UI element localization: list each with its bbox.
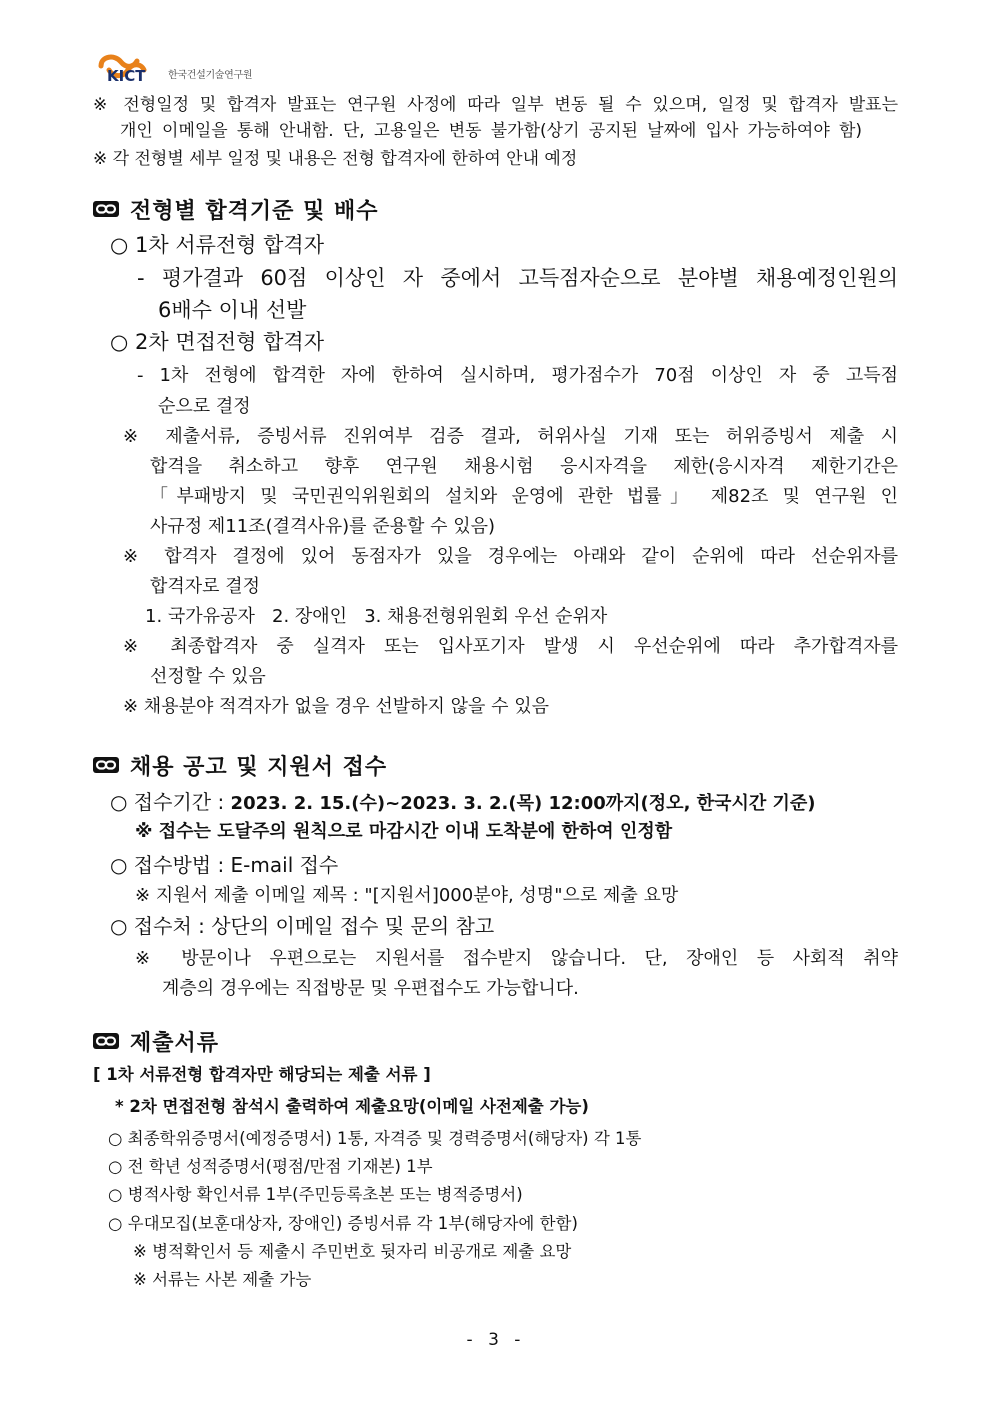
- section-heading: [92, 192, 379, 226]
- list-item: ○ 2차 면접전형 합격자: [110, 330, 324, 354]
- list-item: ※ 방문이나 우편으로는 지원서를 접수받지 않습니다. 단, 장애인 등 사회적 취약: [135, 948, 898, 969]
- list-item: 「부패방지 및 국민권익위원회의 설치와 운영에 관한 법률」 제82조 및 연구원 인: [150, 486, 898, 507]
- list-item: ○ 최종학위증명서(예정증명서) 1통, 자격증 및 경력증명서(해당자) 각 1통: [108, 1129, 642, 1148]
- documents-note: * 2차 면접전형 참석시 출력하여 제출요망(이메일 사전제출 가능): [115, 1097, 589, 1116]
- list-item: ※ 서류는 사본 제출 가능: [133, 1270, 312, 1289]
- list-item: 합격자로 결정: [150, 576, 261, 597]
- section-title: 제출서류: [130, 1030, 220, 1056]
- note-line: ※ 각 전형별 세부 일정 및 내용은 전형 합격자에 한하여 안내 예정: [93, 149, 578, 169]
- list-item: 합격을 취소하고 향후 연구원 채용시험 응시자격을 제한(응시자격 제한기간은: [150, 456, 898, 477]
- link-icon: [92, 200, 120, 218]
- list-item: ※ 제출서류, 증빙서류 진위여부 검증 결과, 허위사실 기재 또는 허위증빙서 제출 시: [123, 426, 898, 447]
- note-line: 개인 이메일을 통해 안내함. 단, 고용일은 변동 불가함(상기 공지된 날짜에 입사 가능하여야 함): [120, 121, 862, 141]
- list-item: ○ 전 학년 성적증명서(평점/만점 기재본) 1부: [108, 1157, 433, 1176]
- list-item: 1. 국가유공자 2. 장애인 3. 채용전형위원회 우선 순위자: [145, 606, 608, 627]
- list-item: ※ 병적확인서 등 제출시 주민번호 뒷자리 비공개로 제출 요망: [133, 1242, 572, 1261]
- list-item: ※ 최종합격자 중 실격자 또는 입사포기자 발생 시 우선순위에 따라 추가합격자를: [123, 636, 898, 657]
- list-item: - 1차 전형에 합격한 자에 한하여 실시하며, 평가점수가 70점 이상인 자 중 고득점: [137, 365, 898, 386]
- section-heading: [92, 1024, 219, 1058]
- section-title: 전형별 합격기준 및 배수: [130, 198, 379, 224]
- list-item: ○ 1차 서류전형 합격자: [110, 233, 324, 257]
- list-item: - 평가결과 60점 이상인 자 중에서 고득점자순으로 분야별 채용예정인원의: [137, 266, 898, 290]
- section-heading: [92, 748, 387, 782]
- link-icon: [92, 756, 120, 774]
- list-item: 계층의 경우에는 직접방문 및 우편접수도 가능합니다.: [162, 978, 579, 999]
- page-number: - 3 -: [466, 1330, 526, 1350]
- receipt-period: [110, 788, 816, 818]
- list-item: 순으로 결정: [158, 396, 251, 417]
- list-item: ○ 병적사항 확인서류 1부(주민등록초본 또는 병적증명서): [108, 1185, 523, 1204]
- list-item: ○ 접수처 : 상단의 이메일 접수 및 문의 참고: [110, 914, 495, 938]
- list-item: 사규정 제11조(결격사유)를 준용할 수 있음): [150, 516, 496, 537]
- period-label: ○ 접수기간 :: [110, 790, 231, 814]
- list-item: ※ 접수는 도달주의 원칙으로 마감시간 이내 도착분에 한하여 인정함: [135, 821, 673, 842]
- list-item: ○ 우대모집(보훈대상자, 장애인) 증빙서류 각 1부(해당자에 한함): [108, 1214, 578, 1233]
- logo-wordmark: KICT: [107, 67, 146, 84]
- section-title: 채용 공고 및 지원서 접수: [130, 754, 388, 780]
- list-item: ※ 합격자 결정에 있어 동점자가 있을 경우에는 아래와 같이 순위에 따라 선순위자를: [123, 546, 898, 567]
- documents-subheading: [ 1차 서류전형 합격자만 해당되는 제출 서류 ]: [93, 1065, 431, 1084]
- period-value: 2023. 2. 15.(수)~2023. 3. 2.(목) 12:00까지(정오, 한국시간 기준): [230, 793, 816, 814]
- list-item: 선정할 수 있음: [150, 666, 266, 687]
- note-line: ※ 전형일정 및 합격자 발표는 연구원 사정에 따라 일부 변동 될 수 있으며, 일정 및 합격자 발표는: [93, 95, 898, 115]
- list-item: ○ 접수방법 : E-mail 접수: [110, 853, 339, 877]
- link-icon: [92, 1032, 120, 1050]
- org-name: 한국건설기술연구원: [168, 70, 253, 81]
- list-item: 6배수 이내 선발: [158, 298, 307, 322]
- list-item: ※ 채용분야 적격자가 없을 경우 선발하지 않을 수 있음: [123, 696, 550, 717]
- list-item: ※ 지원서 제출 이메일 제목 : "[지원서]000분야, 성명"으로 제출 요망: [135, 885, 679, 906]
